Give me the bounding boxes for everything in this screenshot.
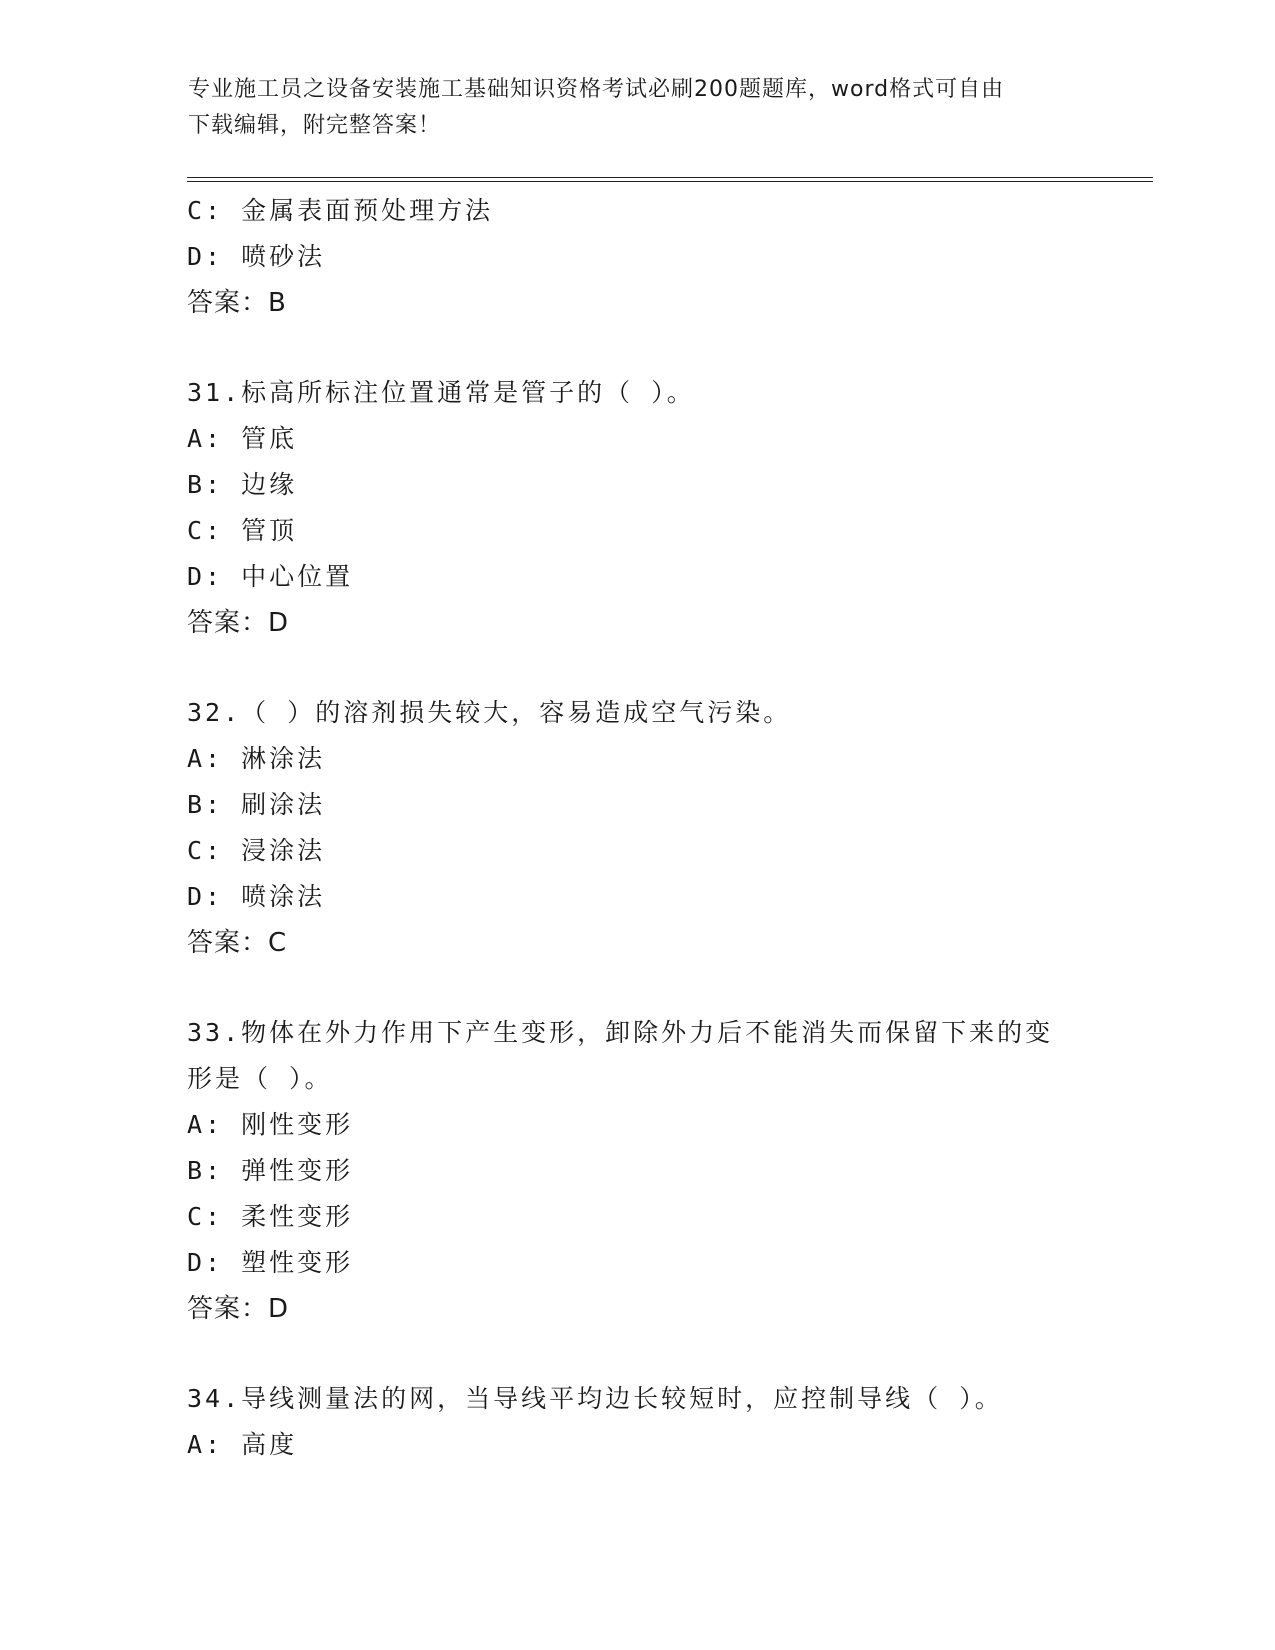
- option-b: B: 弹性变形: [187, 1156, 354, 1185]
- document-header: [188, 72, 1088, 144]
- option-d: D: 塑性变形: [187, 1248, 354, 1277]
- answer-line: 答案：C: [187, 928, 288, 958]
- option-a: A: 淋涂法: [187, 744, 326, 773]
- option-c: C: 管顶: [187, 516, 298, 545]
- question-stem-line-2: 形是（ ）。: [187, 1064, 333, 1093]
- header-line-1: 专业施工员之设备安装施工基础知识资格考试必刷200题题库，word格式可自由: [188, 77, 1005, 102]
- question-block-31: [187, 370, 1087, 646]
- answer-line: 答案：B: [187, 288, 287, 318]
- header-divider-top: [187, 177, 1153, 178]
- option-c: C: 浸涂法: [187, 836, 326, 865]
- option-d: D: 喷砂法: [187, 242, 326, 271]
- option-c: C: 柔性变形: [187, 1202, 354, 1231]
- header-divider-bottom: [187, 181, 1153, 182]
- header-line-2: 下载编辑，附完整答案！: [188, 113, 442, 138]
- question-list: [187, 188, 1087, 1468]
- question-stem: 32.（ ）的溶剂损失较大，容易造成空气污染。: [187, 698, 792, 727]
- option-a: A: 高度: [187, 1430, 298, 1459]
- question-block-33: [187, 1010, 1087, 1332]
- question-block-30: [187, 188, 1087, 326]
- option-a: A: 刚性变形: [187, 1110, 354, 1139]
- answer-line: 答案：D: [187, 1294, 290, 1324]
- option-d: D: 中心位置: [187, 562, 354, 591]
- question-stem: 31.标高所标注位置通常是管子的（ ）。: [187, 378, 695, 407]
- option-c: C: 金属表面预处理方法: [187, 196, 494, 225]
- question-stem-line-1: 33.物体在外力作用下产生变形，卸除外力后不能消失而保留下来的变: [187, 1018, 1054, 1047]
- option-a: A: 管底: [187, 424, 298, 453]
- answer-line: 答案：D: [187, 608, 290, 638]
- option-d: D: 喷涂法: [187, 882, 326, 911]
- option-b: B: 边缘: [187, 470, 298, 499]
- question-block-34: [187, 1376, 1087, 1468]
- question-stem: 34.导线测量法的网，当导线平均边长较短时，应控制导线（ ）。: [187, 1384, 1003, 1413]
- question-block-32: [187, 690, 1087, 966]
- option-b: B: 刷涂法: [187, 790, 326, 819]
